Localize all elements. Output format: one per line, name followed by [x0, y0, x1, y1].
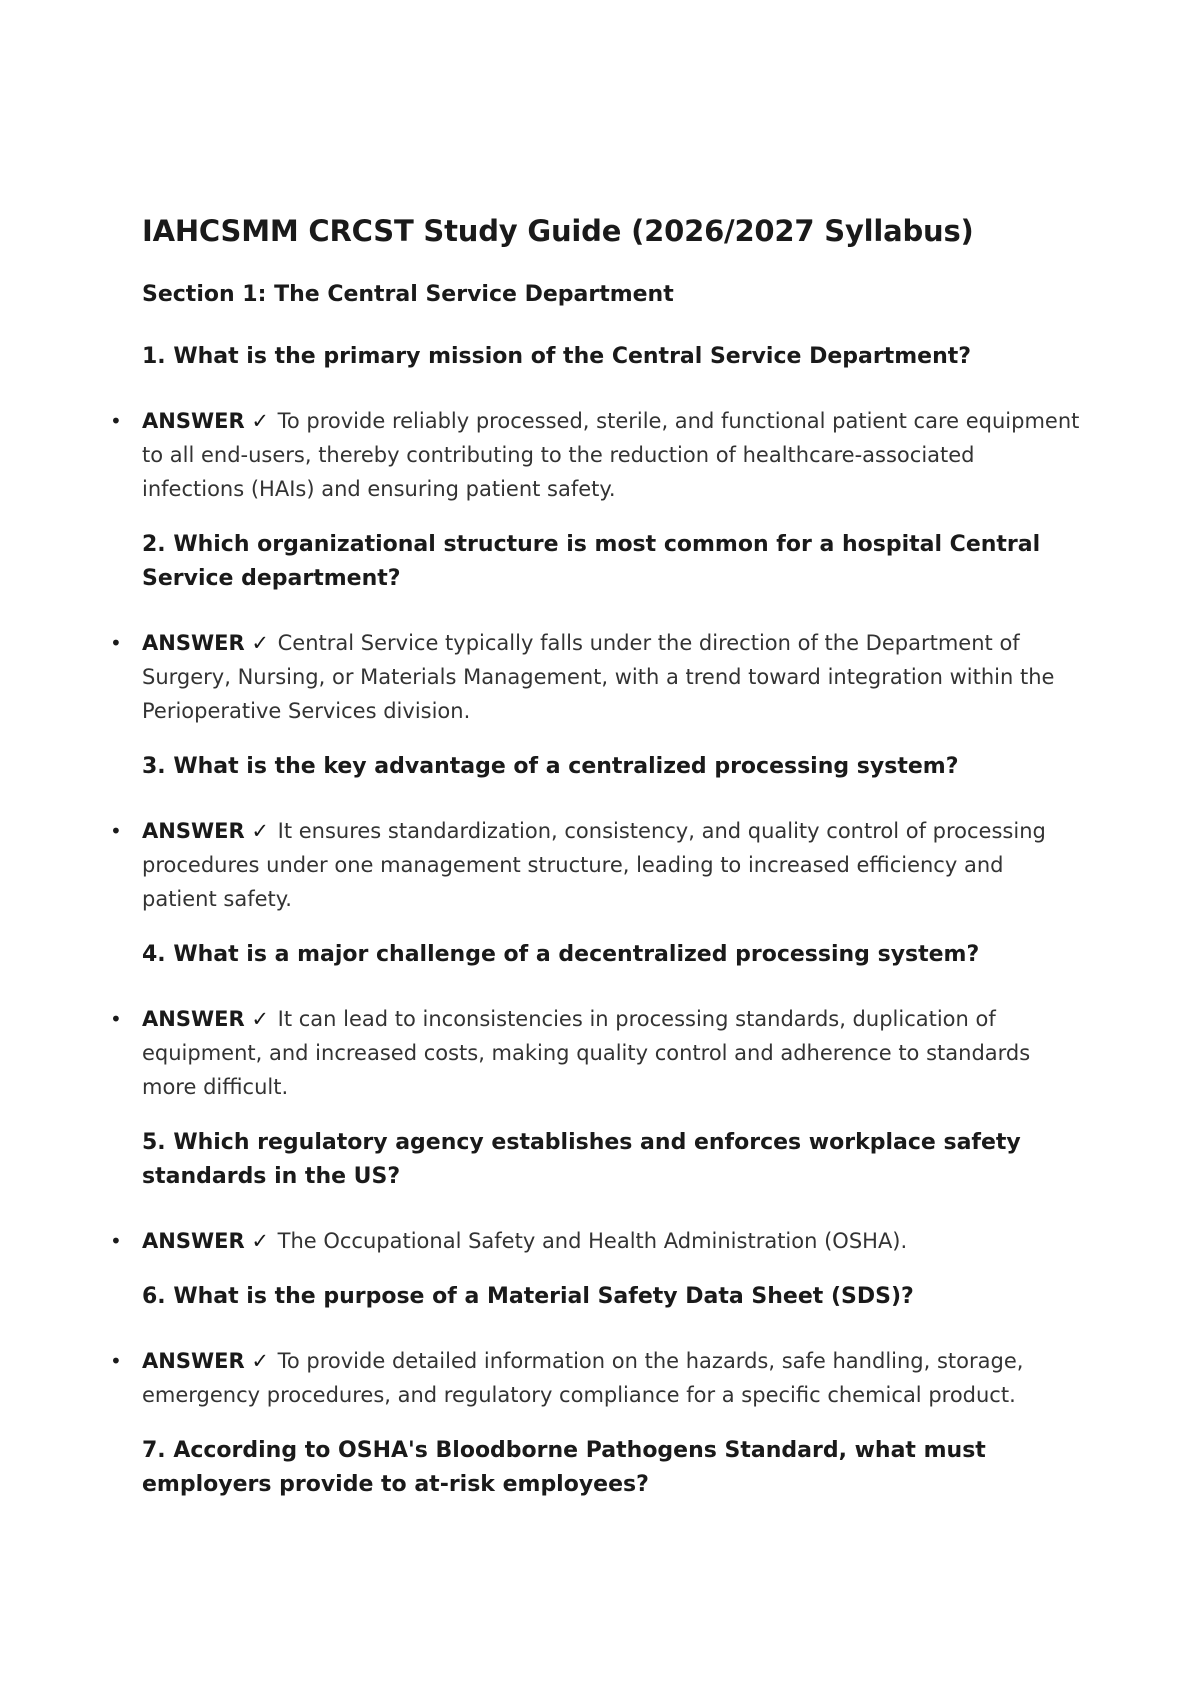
- checkmark-icon: ✓: [251, 1229, 269, 1253]
- bullet-icon: •: [110, 1349, 122, 1373]
- answer-item: [110, 1224, 1080, 1258]
- qa-item: [142, 1434, 1080, 1502]
- answer-list: [110, 1344, 1080, 1412]
- answer-text: It ensures standardization, consistency, and quality control of processing procedures under one management structure, leading to increased efficiency and patient safety.: [142, 819, 1046, 911]
- document-title: IAHCSMM CRCST Study Guide (2026/2027 Syllabus): [142, 214, 974, 248]
- bullet-icon: •: [110, 819, 122, 843]
- bullet-icon: •: [110, 1007, 122, 1031]
- answer-list: [110, 1002, 1080, 1104]
- checkmark-icon: ✓: [251, 409, 269, 433]
- question-text: 2. Which organizational structure is most common for a hospital Central Service department?: [142, 532, 1041, 591]
- answer-label: ANSWER: [142, 1007, 245, 1031]
- answer-text: To provide detailed information on the hazards, safe handling, storage, emergency procedures, and regulatory compliance for a specific chemical product.: [142, 1349, 1024, 1407]
- answer-text: It can lead to inconsistencies in processing standards, duplication of equipment, and increased costs, making quality control and adherence to standards more difficult.: [142, 1007, 1031, 1099]
- qa-item: [110, 1126, 1080, 1258]
- answer-item: [110, 1002, 1080, 1104]
- checkmark-icon: ✓: [251, 1349, 269, 1373]
- qa-item: [110, 938, 1080, 1104]
- answer-item: [110, 626, 1080, 728]
- checkmark-icon: ✓: [251, 819, 269, 843]
- answer-list: [110, 626, 1080, 728]
- qa-item: [110, 1280, 1080, 1412]
- answer-label: ANSWER: [142, 631, 245, 655]
- answer-list: [110, 814, 1080, 916]
- bullet-icon: •: [110, 409, 122, 433]
- question-text: 7. According to OSHA's Bloodborne Pathogens Standard, what must employers provide to at-risk employees?: [142, 1438, 986, 1497]
- bullet-icon: •: [110, 631, 122, 655]
- answer-text: Central Service typically falls under the direction of the Department of Surgery, Nursing, or Materials Management, with a trend toward integration within the Perioperative Services division.: [142, 631, 1055, 723]
- section-heading: Section 1: The Central Service Department: [142, 282, 674, 307]
- answer-label: ANSWER: [142, 1349, 245, 1373]
- answer-label: ANSWER: [142, 1229, 245, 1253]
- checkmark-icon: ✓: [251, 1007, 269, 1031]
- answer-item: [110, 404, 1080, 506]
- question-text: 1. What is the primary mission of the Central Service Department?: [142, 344, 972, 369]
- answer-item: [110, 1344, 1080, 1412]
- qa-list: [110, 340, 1080, 1502]
- answer-list: [110, 1224, 1080, 1258]
- bullet-icon: •: [110, 1229, 122, 1253]
- question-text: 4. What is a major challenge of a decentralized processing system?: [142, 942, 980, 967]
- qa-item: [110, 750, 1080, 916]
- qa-item: [110, 340, 1080, 506]
- question-text: 5. Which regulatory agency establishes and enforces workplace safety standards in the US?: [142, 1130, 1021, 1189]
- qa-item: [110, 528, 1080, 728]
- answer-list: [110, 404, 1080, 506]
- answer-item: [110, 814, 1080, 916]
- answer-text: To provide reliably processed, sterile, and functional patient care equipment to all end-users, thereby contributing to the reduction of healthcare-associated infections (HAIs) and ensuring patient safety.: [142, 409, 1080, 501]
- answer-text: The Occupational Safety and Health Administration (OSHA).: [277, 1229, 908, 1253]
- answer-label: ANSWER: [142, 819, 245, 843]
- question-text: 3. What is the key advantage of a centralized processing system?: [142, 754, 959, 779]
- question-text: 6. What is the purpose of a Material Safety Data Sheet (SDS)?: [142, 1284, 914, 1309]
- checkmark-icon: ✓: [251, 631, 269, 655]
- answer-label: ANSWER: [142, 409, 245, 433]
